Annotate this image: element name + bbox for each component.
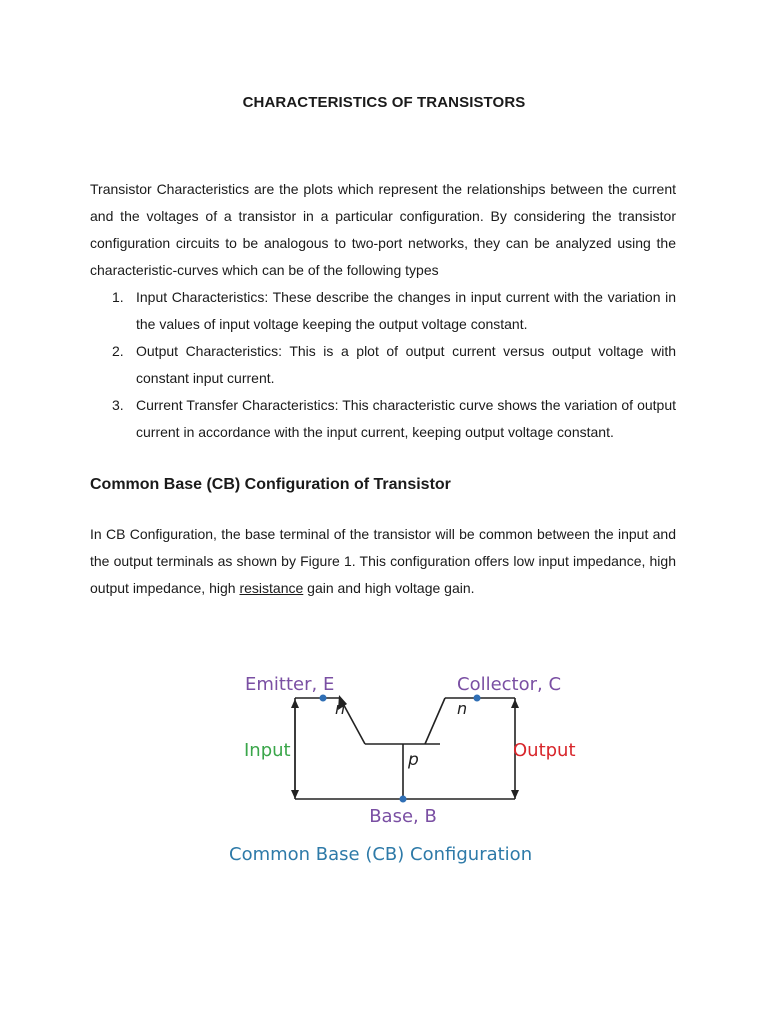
cb-text-after: gain and high voltage gain. [303, 580, 475, 596]
page-title: CHARACTERISTICS OF TRANSISTORS [242, 94, 526, 111]
list-number: 2. [112, 343, 124, 359]
cb-text-before: In CB Configuration, the base terminal of the transistor will be common between the input and the output terminals as shown by Figure 1. This configuration offers low input impedance, high output impedance, high [90, 526, 676, 596]
n-region-left-label: n [335, 699, 346, 718]
n-region-right-label: n [457, 699, 468, 718]
p-region-label: p [408, 750, 419, 770]
cb-configuration-diagram [225, 664, 585, 874]
list-item [90, 338, 676, 392]
list-item [90, 392, 676, 446]
list-text: Current Transfer Characteristics: This characteristic curve shows the variation of output current in accordance with the input current, keeping output voltage constant. [136, 397, 676, 440]
input-arrow-icon [291, 699, 299, 799]
section-heading: Common Base (CB) Configuration of Transistor [90, 476, 451, 493]
collector-node-icon [474, 695, 481, 702]
intro-paragraph: Transistor Characteristics are the plots which represent the relationships between the current and the voltages of a transistor in a particular configuration. By considering the transistor configuration circuits to be analogous to two-port networks, they can be analyzed using the characteristic-curves which can be of the following types [90, 181, 676, 278]
emitter-label: Emitter, E [245, 674, 335, 695]
list-text: Output Characteristics: This is a plot of output current versus output voltage with constant input current. [136, 343, 676, 386]
circuit-wires [295, 698, 515, 799]
cb-paragraph [90, 521, 676, 602]
characteristics-list [90, 284, 676, 446]
input-label: Input [244, 740, 291, 761]
base-label: Base, B [369, 806, 437, 827]
list-text: Input Characteristics: These describe the changes in input current with the variation in the values of input voltage keeping the output voltage constant. [136, 289, 676, 332]
list-item [90, 284, 676, 338]
list-number: 3. [112, 397, 124, 413]
collector-label: Collector, C [457, 674, 562, 695]
diagram-caption: Common Base (CB) Configuration [229, 844, 533, 865]
emitter-node-icon [320, 695, 327, 702]
resistance-link[interactable]: resistance [239, 580, 304, 596]
list-number: 1. [112, 289, 124, 305]
output-label: Output [513, 740, 576, 761]
base-node-icon [400, 796, 407, 803]
